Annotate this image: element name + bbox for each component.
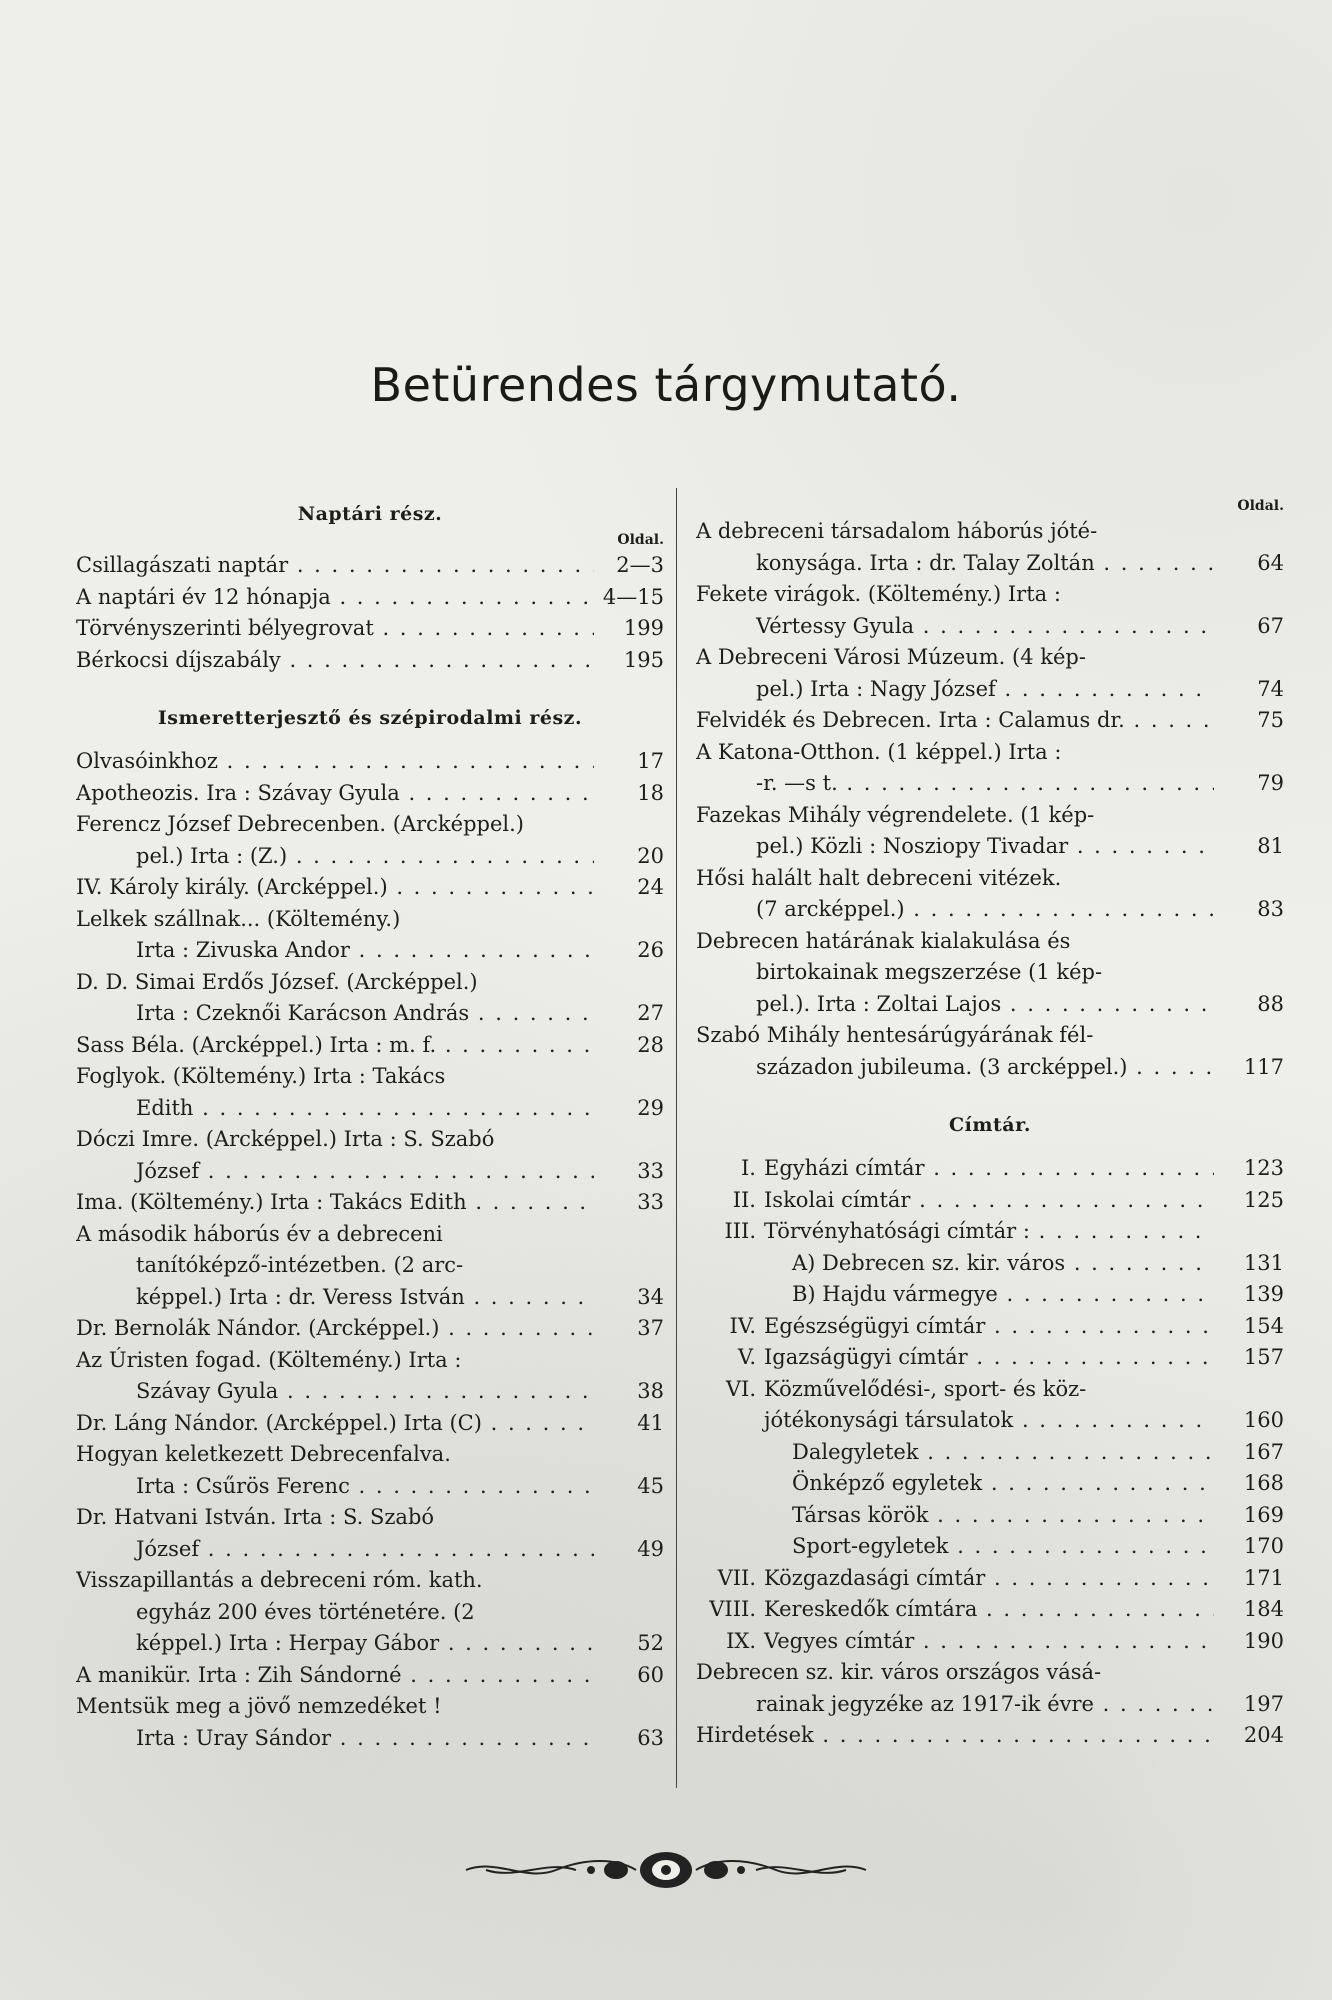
entry-line: Apotheozis. Ira : Szávay Gyula . . .	[76, 778, 594, 810]
index-entry	[76, 550, 664, 582]
cimtar-entry	[696, 1626, 1284, 1658]
page-number: 160	[1243, 1408, 1284, 1432]
index-entry	[76, 1660, 664, 1692]
entry-line: Csillagászati naptár . . .	[76, 550, 594, 582]
page-number: 27	[637, 1001, 664, 1025]
roman-numeral: IV.	[729, 1313, 756, 1338]
index-entry	[76, 645, 664, 677]
page-number: 26	[637, 938, 664, 962]
index-entry	[76, 778, 664, 810]
cimtar-entry	[696, 1468, 1284, 1500]
entry-text	[76, 1030, 594, 1062]
tail-list	[696, 1657, 1284, 1752]
entry-text	[76, 1691, 594, 1754]
index-entry	[76, 1408, 664, 1440]
page-number: 79	[1257, 771, 1284, 795]
entry-line: A debreceni társadalom háborús jóté-	[696, 519, 1098, 543]
page-number: 33	[637, 1190, 664, 1214]
roman-numeral: II.	[732, 1187, 756, 1212]
cimtar-label: Igazságügyi címtár	[764, 1345, 968, 1369]
entry-line	[696, 1216, 1214, 1248]
entry-line: Az Úristen fogad. (Költemény.) Irta :	[76, 1347, 462, 1372]
entry-line: Vértessy Gyula . . .	[696, 611, 1214, 643]
index-entry	[76, 582, 664, 614]
entry-line: Irta : Zivuska Andor . . .	[76, 935, 594, 967]
entry-line: képpel.) Irta : Herpay Gábor . . .	[76, 1628, 594, 1660]
entry-text	[76, 550, 594, 582]
entry-text	[76, 613, 594, 645]
entry-line: Edith . . .	[76, 1093, 594, 1125]
cimtar-label: Vegyes címtár	[764, 1628, 915, 1653]
page-number: 131	[1243, 1250, 1284, 1275]
entry-text	[696, 1374, 1214, 1437]
entry-text	[76, 1061, 594, 1124]
page-number: 204	[1243, 1723, 1284, 1747]
entry-line: Foglyok. (Költemény.) Irta : Takács	[76, 1064, 446, 1088]
page-number: 20	[637, 843, 664, 868]
page-number: 123	[1243, 1156, 1284, 1180]
entry-line: pel.) Irta : Nagy József . . .	[696, 674, 1214, 706]
entry-text	[696, 1531, 1214, 1563]
index-entry	[76, 1187, 664, 1219]
entry-line: A Katona-Otthon. (1 képpel.) Irta :	[696, 739, 1062, 764]
entry-line: A második háborús év a debreceni	[76, 1221, 443, 1246]
cimtar-label: Dalegyletek	[792, 1439, 919, 1464]
page-number: 38	[637, 1379, 664, 1403]
cimtar-label: B) Hajdu vármegye	[792, 1282, 998, 1306]
section-heading-naptari: Naptári rész.	[297, 503, 443, 525]
page-number: 18	[637, 780, 664, 805]
page-number: 117	[1243, 1054, 1284, 1079]
entry-line	[696, 1248, 1214, 1280]
index-entry	[696, 737, 1284, 800]
page-number: 157	[1243, 1345, 1284, 1369]
entry-text	[696, 1248, 1214, 1280]
entry-line: Mentsük meg a jövő nemzedéket !	[76, 1694, 442, 1718]
page-number: 45	[637, 1473, 664, 1498]
page-number: 37	[637, 1316, 664, 1340]
entry-line: Debrecen határának kialakulása és	[696, 928, 1071, 953]
entry-line: Hirdetések . . .	[696, 1720, 1214, 1752]
page-number: 125	[1243, 1187, 1284, 1212]
entry-text	[76, 1565, 594, 1660]
entry-line: birtokainak megszerzése (1 kép-	[756, 960, 1103, 984]
entry-line: A manikür. Irta : Zih Sándorné . . .	[76, 1660, 594, 1692]
page-number: 184	[1243, 1597, 1284, 1621]
page-number: 28	[637, 1032, 664, 1057]
entry-line: József . . .	[76, 1156, 594, 1188]
cimtar-entry	[696, 1216, 1284, 1248]
entry-line	[696, 1374, 1214, 1406]
index-entry	[76, 809, 664, 872]
page-number: 88	[1257, 991, 1284, 1016]
cimtar-label: Törvényhatósági címtár :	[764, 1219, 1030, 1243]
entry-text	[76, 904, 594, 967]
entry-text	[696, 1500, 1214, 1532]
entry-line	[696, 1500, 1214, 1532]
cimtar-entry	[696, 1279, 1284, 1311]
index-entry	[76, 1565, 664, 1660]
page-number: 4—15	[602, 584, 664, 609]
entry-text	[696, 1311, 1214, 1343]
entry-line	[696, 1531, 1214, 1563]
entry-text	[696, 1185, 1214, 1217]
index-entry	[76, 613, 664, 645]
page-number: 67	[1257, 613, 1284, 638]
cimtar-label: A) Debrecen sz. kir. város	[792, 1250, 1066, 1275]
page-number: 2—3	[616, 553, 664, 577]
page-column-label: Oldal.	[1237, 498, 1284, 514]
entry-text	[76, 1439, 594, 1502]
ornament-divider	[456, 1840, 876, 1900]
cimtar-entry	[696, 1153, 1284, 1185]
left-column	[76, 498, 664, 1754]
entry-line: Fekete virágok. (Költemény.) Irta :	[696, 582, 1061, 606]
entry-text	[76, 778, 594, 810]
index-entry	[696, 926, 1284, 1021]
page-number: 49	[637, 1536, 664, 1561]
entry-line: konysága. Irta : dr. Talay Zoltán . . .	[696, 548, 1214, 580]
cimtar-label: Kereskedők címtára	[764, 1597, 978, 1621]
cimtar-label: Iskolai címtár	[764, 1187, 911, 1212]
entry-line: századon jubileuma. (3 arcképpel.) . . .	[696, 1052, 1214, 1084]
section-heading-ismeretterjeszto: Ismeretterjesztő és szépirodalmi rész.	[157, 707, 583, 729]
cimtar-label: Önképző egyletek	[792, 1471, 983, 1495]
entry-text	[76, 809, 594, 872]
index-entry	[76, 1345, 664, 1408]
entry-line: Dóczi Imre. (Arcképpel.) Irta : S. Szabó	[76, 1127, 495, 1151]
cimtar-entry	[696, 1531, 1284, 1563]
cimtar-entry	[696, 1311, 1284, 1343]
entry-line: (7 arcképpel.) . . .	[696, 894, 1214, 926]
entry-line: Törvényszerinti bélyegrovat . . .	[76, 613, 594, 645]
roman-numeral: VII.	[717, 1565, 756, 1590]
index-entry	[696, 1720, 1284, 1752]
entry-text	[76, 1345, 594, 1408]
articles-list	[696, 516, 1284, 1083]
entry-line	[696, 1437, 1214, 1469]
cimtar-list	[696, 1153, 1284, 1657]
entry-line: Lelkek szállnak... (Költemény.)	[76, 906, 401, 931]
entry-text	[76, 967, 594, 1030]
index-entry	[696, 863, 1284, 926]
page-number: 168	[1243, 1471, 1284, 1495]
entry-text	[696, 1020, 1214, 1083]
cimtar-label: Társas körök	[792, 1502, 929, 1527]
index-entry	[76, 746, 664, 778]
page-number: 190	[1243, 1628, 1284, 1653]
entry-line: Szávay Gyula . . .	[76, 1376, 594, 1408]
index-entry	[696, 579, 1284, 642]
entry-line	[696, 1468, 1214, 1500]
roman-numeral: III.	[724, 1219, 756, 1243]
entry-text	[696, 863, 1214, 926]
entry-line	[696, 1279, 1214, 1311]
entry-line: IV. Károly király. (Arcképpel.) . . .	[76, 872, 594, 904]
entry-line: Felvidék és Debrecen. Irta : Calamus dr. . . .	[696, 705, 1214, 737]
cimtar-label: Közgazdasági címtár	[764, 1565, 986, 1590]
entry-text	[76, 582, 594, 614]
page-number: 167	[1243, 1439, 1284, 1464]
entry-line: Ima. (Költemény.) Irta : Takács Edith . . .	[76, 1187, 594, 1219]
index-entry	[76, 1124, 664, 1187]
entry-text	[696, 1626, 1214, 1658]
entry-text	[76, 645, 594, 677]
entry-line: A naptári év 12 hónapja . . .	[76, 582, 594, 614]
page-number: 81	[1257, 834, 1284, 858]
page-number: 52	[637, 1631, 664, 1655]
entry-text	[696, 516, 1214, 579]
page-number: 199	[623, 616, 664, 640]
entry-line: Irta : Czeknői Karácson András . . .	[76, 998, 594, 1030]
entry-text	[696, 926, 1214, 1021]
entry-line: Dr. Láng Nándor. (Arcképpel.) Irta (C) . . .	[76, 1408, 594, 1440]
page-title: Betürendes tárgymutató.	[370, 358, 962, 412]
entry-line: D. D. Simai Erdős József. (Arcképpel.)	[76, 969, 478, 994]
entry-text	[696, 1594, 1214, 1626]
index-entry	[76, 1061, 664, 1124]
index-entry	[696, 1657, 1284, 1720]
index-entry	[76, 1030, 664, 1062]
entry-line	[696, 1185, 1214, 1217]
entry-line: Visszapillantás a debreceni róm. kath.	[76, 1568, 483, 1592]
cimtar-entry	[696, 1374, 1284, 1437]
entry-line	[696, 1342, 1214, 1374]
index-entry	[76, 872, 664, 904]
index-entry	[76, 967, 664, 1030]
entry-text	[696, 1279, 1214, 1311]
roman-numeral: V.	[737, 1345, 756, 1369]
ismeretterjeszto-list	[76, 746, 664, 1754]
entry-line: Irta : Csűrös Ferenc . . .	[76, 1471, 594, 1503]
entry-text	[696, 800, 1214, 863]
index-entry	[696, 516, 1284, 579]
index-entry	[76, 1502, 664, 1565]
cimtar-label: Sport-egyletek	[792, 1534, 949, 1558]
page-number: 75	[1257, 708, 1284, 732]
entry-line	[696, 1626, 1214, 1658]
entry-line: Sass Béla. (Arcképpel.) Irta : m. f. . . .	[76, 1030, 594, 1062]
naptari-list	[76, 550, 664, 676]
entry-line: Dr. Bernolák Nándor. (Arcképpel.) . . .	[76, 1313, 594, 1345]
entry-line	[696, 1563, 1214, 1595]
page-number: 41	[637, 1410, 664, 1435]
cimtar-label: Egyházi címtár	[764, 1156, 925, 1180]
cimtar-label: Egészségügyi címtár	[764, 1313, 986, 1338]
page-number: 29	[637, 1095, 664, 1120]
entry-text	[696, 1153, 1214, 1185]
entry-text	[696, 1657, 1214, 1720]
entry-text	[696, 1468, 1214, 1500]
entry-line: képpel.) Irta : dr. Veress István . . .	[76, 1282, 594, 1314]
entry-text	[76, 1187, 594, 1219]
entry-line: Fazekas Mihály végrendelete. (1 kép-	[696, 802, 1095, 827]
index-entry	[696, 800, 1284, 863]
entry-line: Ferencz József Debrecenben. (Arcképpel.)	[76, 812, 524, 836]
index-entry	[76, 1313, 664, 1345]
page-number: 74	[1257, 676, 1284, 701]
entry-text	[76, 1502, 594, 1565]
cimtar-entry	[696, 1342, 1284, 1374]
cimtar-entry	[696, 1594, 1284, 1626]
page-number: 169	[1243, 1502, 1284, 1527]
page-number: 171	[1243, 1565, 1284, 1590]
cimtar-label: Közművelődési-, sport- és köz-	[764, 1376, 1087, 1401]
entry-line: rainak jegyzéke az 1917-ik évre . . .	[696, 1689, 1214, 1721]
entry-text	[696, 1437, 1214, 1469]
page-number: 17	[637, 749, 664, 773]
cimtar-entry	[696, 1563, 1284, 1595]
page-number: 170	[1243, 1534, 1284, 1558]
entry-text	[696, 1720, 1214, 1752]
page-number: 63	[637, 1725, 664, 1750]
entry-line: Hősi halált halt debreceni vitézek.	[696, 865, 1062, 890]
index-entry	[696, 705, 1284, 737]
entry-line	[696, 1311, 1214, 1343]
index-entry	[76, 1691, 664, 1754]
page-number: 34	[637, 1284, 664, 1309]
entry-text	[76, 872, 594, 904]
entry-line	[696, 1153, 1214, 1185]
entry-line: Debrecen sz. kir. város országos vásá-	[696, 1660, 1102, 1684]
page-column-label: Oldal.	[617, 532, 664, 548]
entry-text	[696, 737, 1214, 800]
entry-line: Hogyan keletkezett Debrecenfalva.	[76, 1442, 451, 1466]
entry-line: tanítóképző-intézetben. (2 arc-	[136, 1253, 464, 1277]
entry-text	[76, 746, 594, 778]
entry-text	[696, 1563, 1214, 1595]
entry-text	[76, 1313, 594, 1345]
page-number: 24	[637, 875, 664, 899]
entry-line: Dr. Hatvani István. Irta : S. Szabó	[76, 1505, 435, 1529]
entry-line: Szabó Mihály hentesárúgyárának fél-	[696, 1023, 1094, 1047]
entry-text	[696, 1342, 1214, 1374]
roman-numeral: I.	[741, 1156, 756, 1180]
entry-text	[76, 1660, 594, 1692]
entry-text	[696, 642, 1214, 705]
index-entry	[76, 904, 664, 967]
entry-line: Olvasóinkhoz . . .	[76, 746, 594, 778]
entry-line: -r. —s t. . . .	[696, 768, 1214, 800]
page-number: 64	[1257, 550, 1284, 575]
right-column	[696, 498, 1284, 1752]
index-entry	[76, 1439, 664, 1502]
page-number: 60	[637, 1662, 664, 1687]
index-entry	[696, 642, 1284, 705]
entry-line: egyház 200 éves történetére. (2	[136, 1599, 475, 1624]
entry-text	[76, 1408, 594, 1440]
roman-numeral: VIII.	[709, 1597, 756, 1621]
entry-line: pel.) Irta : (Z.) . . .	[76, 841, 594, 873]
page-number: 83	[1257, 897, 1284, 921]
entry-line: pel.) Közli : Nosziopy Tivadar . . .	[696, 831, 1214, 863]
page-number: 154	[1243, 1313, 1284, 1338]
index-entry	[76, 1219, 664, 1314]
entry-line: pel.). Irta : Zoltai Lajos . . .	[696, 989, 1214, 1021]
page-number: 195	[623, 647, 664, 672]
page-number: 197	[1243, 1691, 1284, 1716]
page-number: 33	[637, 1158, 664, 1183]
index-entry	[696, 1020, 1284, 1083]
roman-numeral: IX.	[726, 1628, 756, 1653]
entry-text	[696, 579, 1214, 642]
entry-line: jótékonysági társulatok . . .	[696, 1405, 1214, 1437]
entry-line	[696, 1594, 1214, 1626]
entry-text	[76, 1219, 594, 1314]
entry-line: Bérkocsi díjszabály . . .	[76, 645, 594, 677]
entry-text	[696, 1216, 1214, 1248]
page-number: 139	[1243, 1282, 1284, 1306]
entry-text	[696, 705, 1214, 737]
section-heading-cimtar: Címtár.	[949, 1114, 1031, 1136]
cimtar-entry	[696, 1185, 1284, 1217]
entry-text	[76, 1124, 594, 1187]
entry-line: József . . .	[76, 1534, 594, 1566]
column-divider	[676, 488, 677, 1788]
entry-line: A Debreceni Városi Múzeum. (4 kép-	[696, 645, 1086, 669]
entry-line: Irta : Uray Sándor . . .	[76, 1723, 594, 1755]
roman-numeral: VI.	[725, 1376, 756, 1401]
cimtar-entry	[696, 1248, 1284, 1280]
cimtar-entry	[696, 1500, 1284, 1532]
cimtar-entry	[696, 1437, 1284, 1469]
